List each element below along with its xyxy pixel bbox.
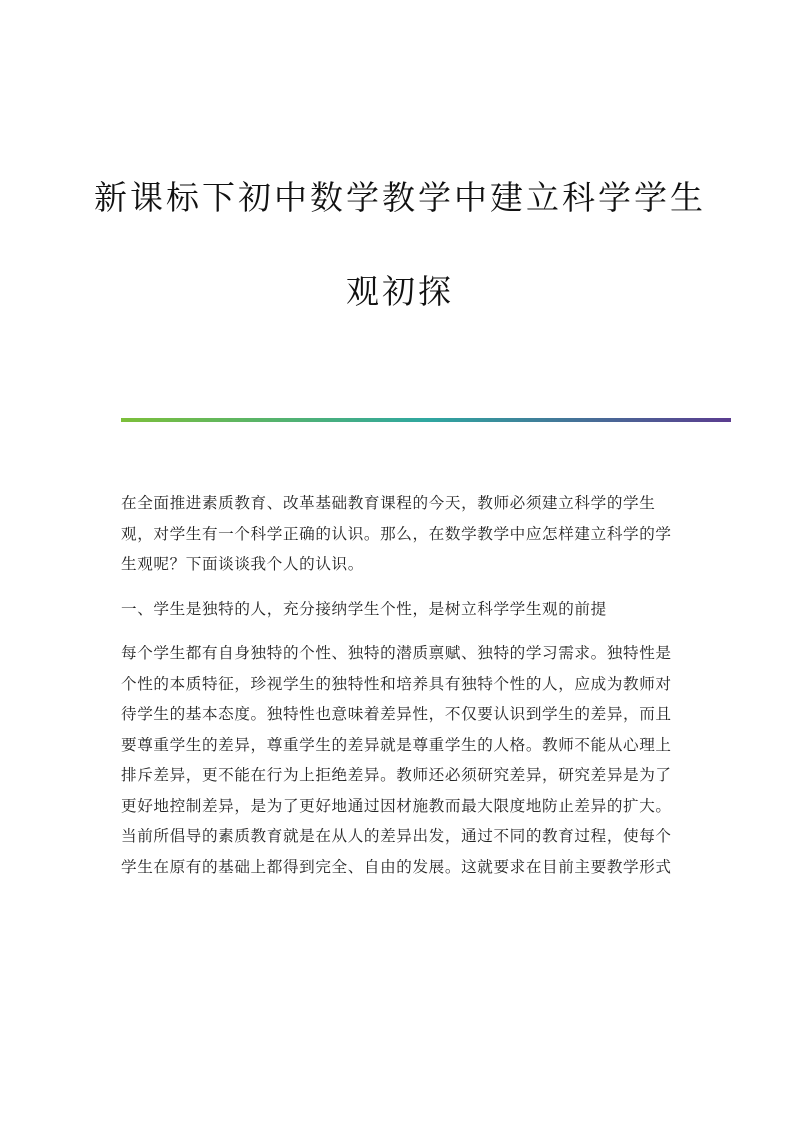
- paragraph-line: 排斥差异，更不能在行为上拒绝差异。教师还必须研究差异，研究差异是为了: [121, 766, 672, 784]
- paragraph-section-1: [121, 638, 681, 882]
- paragraph-line: 每个学生都有自身独特的个性、独特的潜质禀赋、独特的学习需求。独特性是: [121, 644, 672, 662]
- paragraph-intro: [121, 488, 681, 580]
- document-title: [0, 178, 800, 312]
- paragraph-line: 观，对学生有一个科学正确的认识。那么，在数学教学中应怎样建立科学的学: [121, 524, 672, 543]
- paragraph-line: 待学生的基本态度。独特性也意味着差异性，不仅要认识到学生的差异，而且: [121, 705, 672, 723]
- paragraph-line: 当前所倡导的素质教育就是在从人的差异出发，通过不同的教育过程，使每个: [121, 827, 672, 845]
- paragraph-line: 生观呢？下面谈谈我个人的认识。: [121, 555, 364, 573]
- title-line-1: 新课标下初中数学教学中建立科学学生: [94, 178, 706, 217]
- paragraph-line: 更好地控制差异，是为了更好地通过因材施教而最大限度地防止差异的扩大。: [121, 796, 672, 815]
- document-body: [121, 488, 681, 882]
- paragraph-line: 在全面推进素质教育、改革基础教育课程的今天，教师必须建立科学的学生: [121, 494, 656, 512]
- section-heading: [121, 594, 681, 625]
- paragraph-line: 个性的本质特征，珍视学生的独特性和培养具有独特个性的人，应成为教师对: [121, 674, 672, 693]
- title-line-2: 观初探: [346, 272, 454, 311]
- heading-line: 一、学生是独特的人，充分接纳学生个性，是树立科学学生观的前提: [121, 599, 607, 618]
- paragraph-line: 要尊重学生的差异，尊重学生的差异就是尊重学生的人格。教师不能从心理上: [121, 735, 672, 754]
- paragraph-line: 学生在原有的基础上都得到完全、自由的发展。这就要求在目前主要教学形式: [121, 857, 672, 876]
- title-divider: [121, 418, 731, 422]
